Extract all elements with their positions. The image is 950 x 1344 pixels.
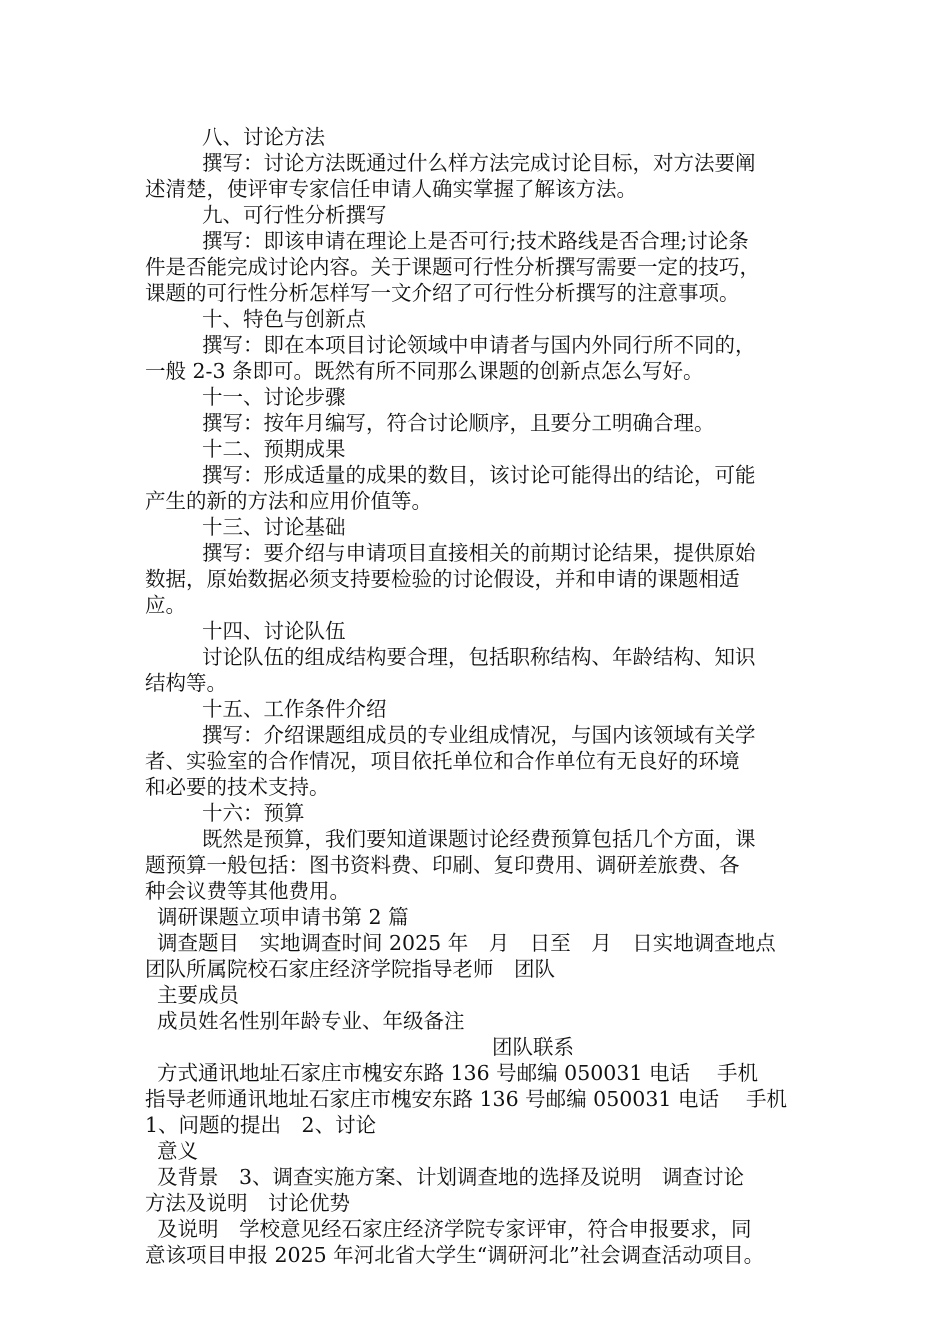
form-line: 及背景 3、调查实施方案、计划调查地的选择及说明 调查讨论 xyxy=(157,1165,745,1189)
paragraph-line: 课题的可行性分析怎样写一文介绍了可行性分析撰写的注意事项。 xyxy=(145,281,740,305)
paragraph-line: 一般 2-3 条即可。既然有所不同那么课题的创新点怎么写好。 xyxy=(145,359,704,383)
section-heading-8: 八、讨论方法 xyxy=(202,125,325,149)
paragraph-line: 撰写：讨论方法既通过什么样方法完成讨论目标，对方法要阐 xyxy=(202,151,756,175)
article-title: 调研课题立项申请书第 2 篇 xyxy=(157,905,409,929)
form-line: 团队所属院校石家庄经济学院指导老师 团队 xyxy=(145,957,555,981)
paragraph-line: 撰写：即在本项目讨论领域中申请者与国内外同行所不同的， xyxy=(202,333,756,357)
paragraph-line: 撰写：介绍课题组成员的专业组成情况，与国内该领域有关学 xyxy=(202,723,756,747)
paragraph-line: 撰写：形成适量的成果的数目，该讨论可能得出的结论，可能 xyxy=(202,463,756,487)
paragraph-line: 和必要的技术支持。 xyxy=(145,775,330,799)
paragraph-line: 结构等。 xyxy=(145,671,227,695)
section-heading-16: 十六：预算 xyxy=(202,801,305,825)
form-line: 意义 xyxy=(157,1139,198,1163)
paragraph-line: 应。 xyxy=(145,593,186,617)
form-line: 1、问题的提出 2、讨论 xyxy=(145,1113,377,1137)
paragraph-line: 产生的新的方法和应用价值等。 xyxy=(145,489,432,513)
section-heading-15: 十五、工作条件介绍 xyxy=(202,697,387,721)
form-line: 调查题目 实地调查时间 2025 年 月 日至 月 日实地调查地点 xyxy=(157,931,776,955)
form-line: 指导老师通讯地址石家庄市槐安东路 136 号邮编 050031 电话 手机 xyxy=(145,1087,787,1111)
paragraph-line: 种会议费等其他费用。 xyxy=(145,879,350,903)
section-heading-12: 十二、预期成果 xyxy=(202,437,346,461)
form-line: 主要成员 xyxy=(157,983,239,1007)
section-heading-13: 十三、讨论基础 xyxy=(202,515,346,539)
paragraph-line: 撰写：按年月编写，符合讨论顺序，且要分工明确合理。 xyxy=(202,411,715,435)
form-line: 成员姓名性别年龄专业、年级备注 xyxy=(157,1009,465,1033)
paragraph-line: 数据，原始数据必须支持要检验的讨论假设，并和申请的课题相适 xyxy=(145,567,740,591)
form-line: 方法及说明 讨论优势 xyxy=(145,1191,350,1215)
paragraph-line: 既然是预算，我们要知道课题讨论经费预算包括几个方面，课 xyxy=(202,827,756,851)
section-heading-9: 九、可行性分析撰写 xyxy=(202,203,387,227)
form-line: 方式通讯地址石家庄市槐安东路 136 号邮编 050031 电话 手机 xyxy=(157,1061,758,1085)
paragraph-line: 件是否能完成讨论内容。关于课题可行性分析撰写需要一定的技巧， xyxy=(145,255,760,279)
paragraph-line: 者、实验室的合作情况，项目依托单位和合作单位有无良好的环境 xyxy=(145,749,740,773)
form-line: 及说明 学校意见经石家庄经济学院专家评审，符合申报要求，同 xyxy=(157,1217,752,1241)
paragraph-line: 题预算一般包括：图书资料费、印刷、复印费用、调研差旅费、各 xyxy=(145,853,740,877)
paragraph-line: 述清楚，使评审专家信任申请人确实掌握了解该方法。 xyxy=(145,177,637,201)
section-heading-10: 十、特色与创新点 xyxy=(202,307,366,331)
section-heading-14: 十四、讨论队伍 xyxy=(202,619,346,643)
form-line: 团队联系 xyxy=(492,1035,574,1059)
paragraph-line: 撰写：即该申请在理论上是否可行;技术路线是否合理;讨论条 xyxy=(202,229,749,253)
paragraph-line: 撰写：要介绍与申请项目直接相关的前期讨论结果，提供原始 xyxy=(202,541,756,565)
paragraph-line: 讨论队伍的组成结构要合理，包括职称结构、年龄结构、知识 xyxy=(202,645,756,669)
form-line: 意该项目申报 2025 年河北省大学生“调研河北”社会调查活动项目。 xyxy=(145,1243,765,1267)
section-heading-11: 十一、讨论步骤 xyxy=(202,385,346,409)
